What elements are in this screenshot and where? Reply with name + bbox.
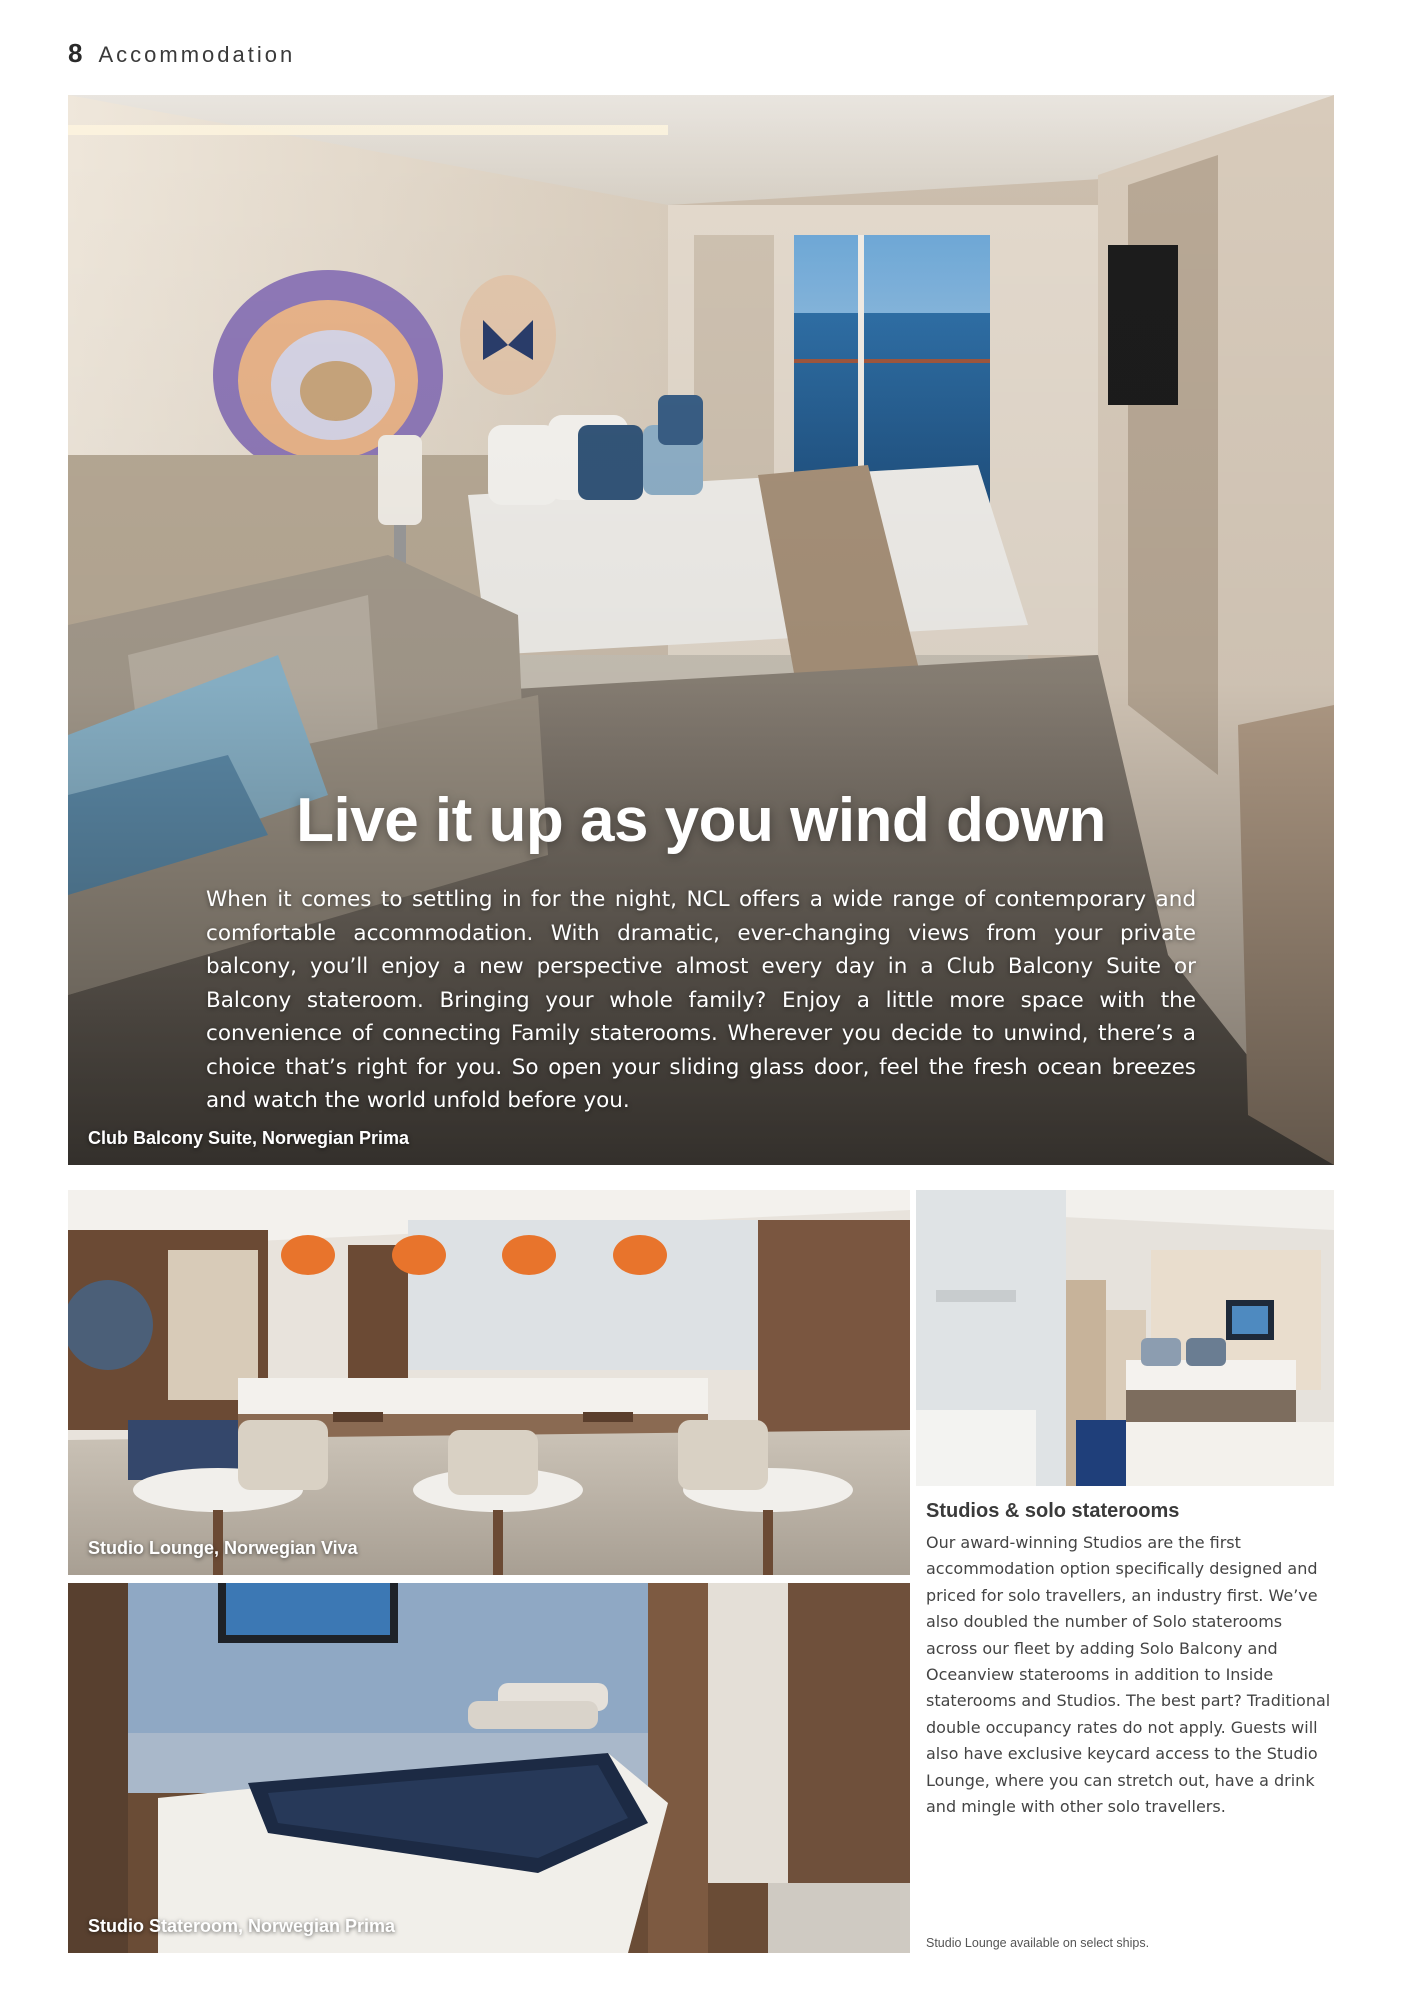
footnote: Studio Lounge available on select ships. [926,1936,1150,1950]
hero-title: Live it up as you wind down [296,786,1106,855]
studio-lounge-image [68,1190,910,1575]
studio-room-photo [916,1190,1334,1486]
hero-headline-wrap [68,785,1334,856]
lounge-caption: Studio Lounge, Norwegian Viva [88,1538,358,1558]
studio-room-image [916,1190,1334,1486]
page-number: 8 [68,38,83,68]
section-title: Accommodation [98,42,296,67]
hero-photo [68,95,1334,1165]
stateroom-caption: Studio Stateroom, Norwegian Prima [88,1916,396,1936]
hero-caption: Club Balcony Suite, Norwegian Prima [88,1128,410,1148]
hero-body: When it comes to settling in for the night, NCL offers a wide range of contemporary and comfortable accommodation. With dramatic, ever-changing views from your private balcony, you’ll enjoy a new perspective almost every day in a Club Balcony Suite or Balcony stateroom. Bringing your whole family? Enjoy a little more space with the convenience of connecting Family staterooms. Wherever you decide to unwind, there’s a choice that’s right for you. So open your sliding glass door, feel the fresh ocean breezes and watch the world unfold before you. [206,887,1196,1113]
solo-body: Our award-winning Studios are the first accommodation option specifically designed and priced for solo travellers, an industry first. We’ve also doubled the number of Solo staterooms across our fleet by adding Solo Balcony and Oceanview staterooms in addition to Inside staterooms and Studios. The best part? Traditional double occupancy rates do not apply. Guests will also have exclusive keycard access to the Studio Lounge, where you can stretch out, have a drink and mingle with other solo travellers. [926,1533,1331,1817]
page-header [68,38,295,68]
solo-heading: Studios & solo staterooms [926,1500,1180,1522]
studio-stateroom-photo [68,1583,910,1953]
studio-lounge-photo [68,1190,910,1575]
studio-stateroom-image [68,1583,910,1953]
